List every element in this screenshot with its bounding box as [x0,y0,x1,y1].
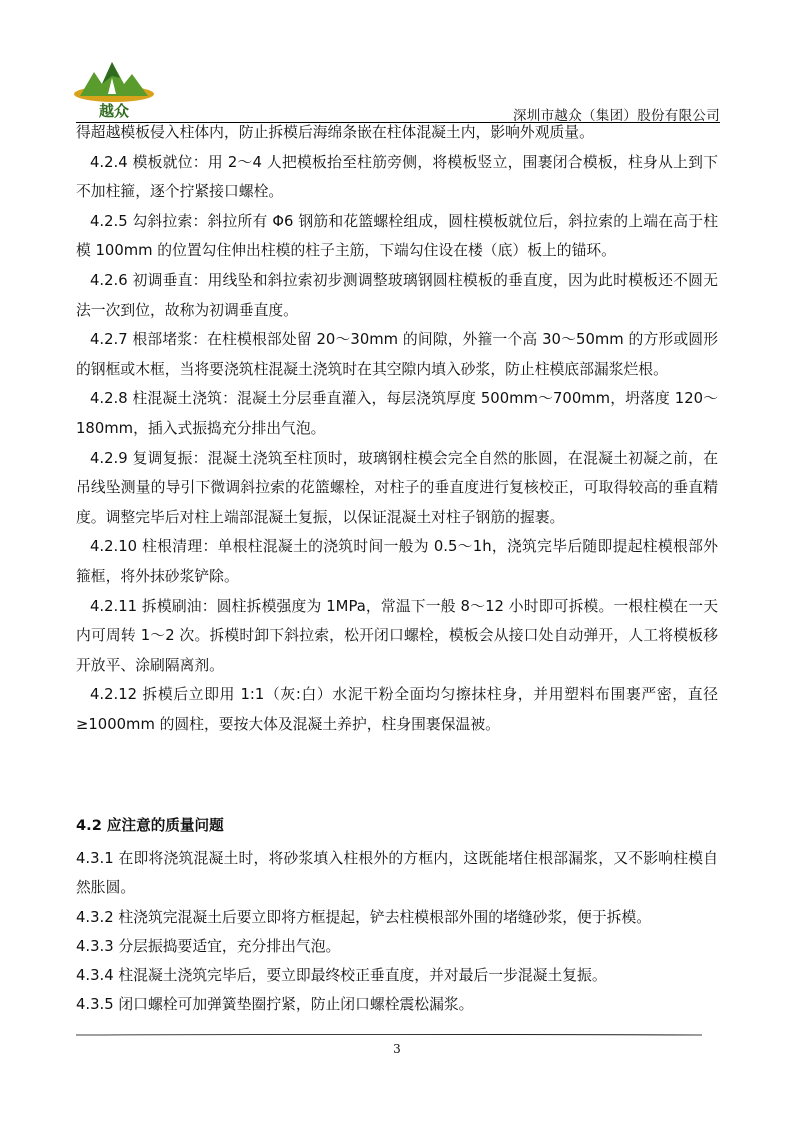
section-heading: 4.2 应注意的质量问题 [76,817,224,834]
quality-issues-list [76,844,718,1020]
paragraph-4-2-5: 4.2.5 勾斜拉索：斜拉所有 Φ6 钢筋和花篮螺栓组成，圆柱模板就位后，斜拉索的上端在高于柱模 100mm 的位置勾住伸出柱模的柱子主筋，下端勾住设在楼（底）板上的锚环。 [76,212,718,260]
list-item-4-3-1: 4.3.1 在即将浇筑混凝土时，将砂浆填入柱根外的方框内，这既能堵住根部漏浆，又不影响柱模自然胀圆。 [76,850,718,897]
list-item-4-3-5: 4.3.5 闭口螺栓可加弹簧垫圈拧紧，防止闭口螺栓震松漏浆。 [76,996,474,1014]
page-number: 3 [393,1042,401,1056]
body-text [76,118,718,739]
paragraph-4-2-6: 4.2.6 初调垂直：用线坠和斜拉索初步测调整玻璃钢圆柱模板的垂直度，因为此时模板还不圆无法一次到位，故称为初调垂直度。 [76,271,718,319]
paragraph-4-2-7: 4.2.7 根部堵浆：在柱模根部处留 20～30mm 的间隙，外箍一个高 30～50mm 的方形或圆形的钢框或木框，当将要浇筑柱混凝土浇筑时在其空隙内填入砂浆，防止柱模底部漏浆烂根。 [76,331,718,378]
paragraph-4-2-10: 4.2.10 柱根清理：单根柱混凝土的浇筑时间一般为 0.5～1h，浇筑完毕后随即提起柱模根部外箍框，将外抹砂浆铲除。 [76,538,718,585]
company-logo [72,54,156,120]
footer-divider [76,1034,702,1036]
paragraph-continued: 得超越模板侵入柱体内，防止拆模后海绵条嵌在柱体混凝土内，影响外观质量。 [76,124,594,141]
paragraph-4-2-8: 4.2.8 柱混凝土浇筑：混凝土分层垂直灌入，每层浇筑厚度 500mm～700mm，坍落度 120～180mm，插入式振捣充分排出气泡。 [76,390,718,437]
paragraph-4-2-4: 4.2.4 模板就位：用 2～4 人把模板抬至柱筋旁侧，将模板竖立，围裹闭合模板，柱身从上到下不加柱箍，逐个拧紧接口螺栓。 [76,153,718,201]
logo-graphic [72,54,156,120]
list-item-4-3-4: 4.3.4 柱混凝土浇筑完毕后，要立即最终校正垂直度，并对最后一步混凝土复振。 [76,967,607,985]
company-name: 深圳市越众（集团）股份有限公司 [513,108,720,124]
paragraph-4-2-12: 4.2.12 拆模后立即用 1:1（灰:白）水泥干粉全面均匀擦抹柱身，并用塑料布围裹严密，直径≥1000mm 的圆柱，要按大体及混凝土养护，柱身围裹保温被。 [76,686,718,733]
list-item-4-3-2: 4.3.2 柱浇筑完混凝土后要立即将方框提起，铲去柱模根部外围的堵缝砂浆，便于拆模。 [76,908,652,926]
paragraph-4-2-9: 4.2.9 复调复振：混凝土浇筑至柱顶时，玻璃钢柱模会完全自然的胀圆，在混凝土初凝之前，在吊线坠测量的导引下微调斜拉索的花篮螺栓，对柱子的垂直度进行复核校正，可取得较高的垂直精度。调整完毕后对柱上端部混凝土复振，以保证混凝土对柱子钢筋的握裹。 [76,449,718,526]
paragraph-4-2-11: 4.2.11 拆模刷油：圆柱拆模强度为 1MPa，常温下一般 8～12 小时即可拆模。一根柱模在一天内可周转 1～2 次。拆模时卸下斜拉索，松开闭口螺栓，模板会从接口处自动弹开，人工将模板移开放平、涂刷隔离剂。 [76,597,718,674]
list-item-4-3-3: 4.3.3 分层振捣要适宜，充分排出气泡。 [76,937,341,955]
logo-text: 越众 [98,102,130,120]
